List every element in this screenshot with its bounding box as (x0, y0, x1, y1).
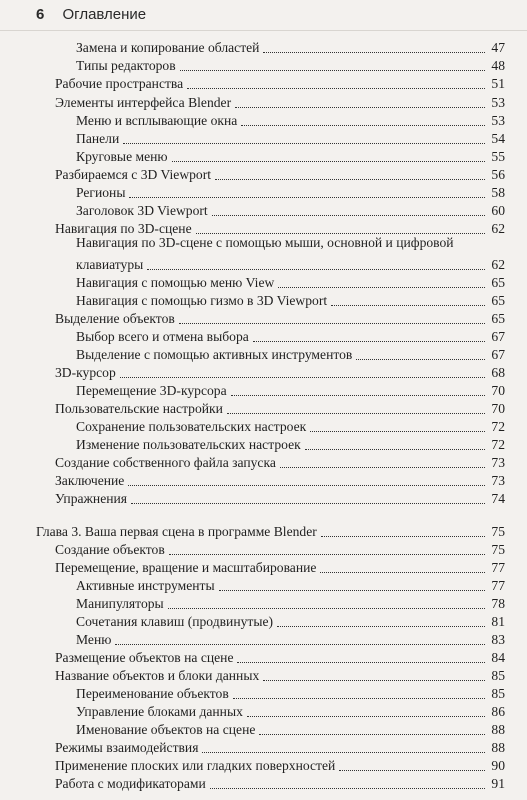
page-number: 6 (36, 6, 45, 23)
dot-leader (128, 485, 485, 486)
toc-entry-title: Заголовок 3D Viewport (76, 203, 208, 218)
toc-entry-page: 47 (491, 40, 505, 55)
toc-entry-page: 75 (491, 542, 505, 557)
toc-entry[interactable] (55, 74, 505, 92)
toc-entry-page: 54 (491, 131, 505, 146)
toc-entry-title: Панели (76, 131, 120, 146)
toc-entry-page: 65 (491, 275, 505, 290)
toc-entry-title: Выделение объектов (55, 311, 175, 326)
toc-entry[interactable] (55, 399, 505, 417)
dot-leader (235, 107, 485, 108)
dot-leader (321, 536, 485, 537)
toc-entry[interactable] (76, 630, 505, 648)
toc-entry[interactable] (76, 273, 505, 291)
dot-leader (215, 179, 485, 180)
toc-entry[interactable] (76, 684, 505, 702)
toc-entry[interactable] (55, 471, 505, 489)
toc-entry-title: Работа с модификаторами (55, 776, 206, 791)
toc-entry-page: 85 (491, 686, 505, 701)
dot-leader (320, 572, 485, 573)
toc-entry-title: Выделение с помощью активных инструментов (76, 347, 353, 362)
toc-entry[interactable] (55, 363, 505, 381)
toc-entry-title: Навигация по 3D-сцене (55, 221, 192, 236)
toc-entry-page: 88 (491, 740, 505, 755)
toc-entry-title: Изменение пользовательских настроек (76, 437, 301, 452)
dot-leader (227, 413, 485, 414)
toc-entry-page: 83 (491, 632, 505, 647)
toc-entry-page: 72 (491, 419, 505, 434)
toc-entry-title: Упражнения (55, 491, 128, 506)
dot-leader (263, 680, 485, 681)
toc-entry[interactable] (55, 738, 505, 756)
dot-leader (196, 233, 485, 234)
toc-entry[interactable] (55, 756, 505, 774)
toc-entry[interactable] (76, 417, 505, 435)
toc-entry-title: Меню и всплывающие окна (76, 113, 238, 128)
toc-entry[interactable] (55, 219, 505, 237)
toc-entry[interactable] (76, 381, 505, 399)
toc-entry-page: 48 (491, 58, 505, 73)
toc-entry-title: Рабочие пространства (55, 76, 184, 91)
dot-leader (169, 554, 485, 555)
toc-entry-page: 77 (491, 560, 505, 575)
dot-leader (277, 626, 485, 627)
dot-leader (259, 734, 485, 735)
dot-leader (339, 770, 485, 771)
toc-entry-title: Сохранение пользовательских настроек (76, 419, 307, 434)
toc-entry[interactable] (55, 666, 505, 684)
toc-entry[interactable] (76, 291, 505, 309)
page-title: Оглавление (62, 6, 147, 23)
dot-leader (212, 215, 485, 216)
toc-entry[interactable] (55, 540, 505, 558)
dot-leader (179, 323, 485, 324)
dot-leader (180, 70, 485, 71)
toc-entry-title: Название объектов и блоки данных (55, 668, 260, 683)
toc-entry-title: Размещение объектов на сцене (55, 650, 234, 665)
toc-entry[interactable] (76, 345, 505, 363)
dot-leader (253, 341, 485, 342)
toc-entry-page: 91 (491, 776, 505, 791)
toc-entry[interactable] (76, 129, 505, 147)
dot-leader (210, 788, 485, 789)
dot-leader (115, 644, 485, 645)
toc-entry[interactable] (76, 702, 505, 720)
toc-entry-title: Разбираемся с 3D Viewport (55, 167, 212, 182)
toc-entry-page: 73 (491, 455, 505, 470)
toc-entry-title: Режимы взаимодействия (55, 740, 199, 755)
dot-leader (123, 143, 485, 144)
toc-entry[interactable] (76, 720, 505, 738)
toc-entry-page: 74 (491, 491, 505, 506)
toc-entry-title: Глава 3. Ваша первая сцена в программе Blender (36, 524, 317, 539)
toc-entry[interactable] (76, 38, 505, 56)
toc-entry-title: Управление блоками данных (76, 704, 243, 719)
toc-entry[interactable] (76, 255, 505, 273)
toc-entry-title: Перемещение 3D-курсора (76, 383, 227, 398)
dot-leader (202, 752, 485, 753)
toc-entry-page: 88 (491, 722, 505, 737)
toc-entry-page: 70 (491, 401, 505, 416)
toc-entry-page: 51 (491, 76, 505, 91)
toc-entry[interactable] (76, 435, 505, 453)
toc-entry-page: 62 (491, 221, 505, 236)
dot-leader (280, 467, 485, 468)
toc-entry-title: Навигация с помощью гизмо в 3D Viewport (76, 293, 328, 308)
toc-entry-page: 73 (491, 473, 505, 488)
toc-entry[interactable] (76, 201, 505, 219)
toc-entry-page: 86 (491, 704, 505, 719)
toc-entry-title: Меню (76, 632, 112, 647)
toc-entry[interactable] (76, 612, 505, 630)
toc-entry-title: Манипуляторы (76, 596, 164, 611)
toc-entry-page: 90 (491, 758, 505, 773)
dot-leader (129, 197, 485, 198)
toc-entry-title: клавиатуры (76, 257, 144, 272)
toc-entry[interactable] (76, 147, 505, 165)
toc-entry-title: Именование объектов на сцене (76, 722, 256, 737)
toc-entry-page: 65 (491, 293, 505, 308)
toc-entry[interactable] (76, 183, 505, 201)
toc-entry[interactable] (76, 56, 505, 74)
toc-entry-page: 68 (491, 365, 505, 380)
toc-entry-page: 81 (491, 614, 505, 629)
toc-entry-page: 72 (491, 437, 505, 452)
toc-entry-title: Элементы интерфейса Blender (55, 95, 232, 110)
dot-leader (263, 52, 485, 53)
dot-leader (131, 503, 485, 504)
toc-entry-wrapped-line: Навигация по 3D-сцене с помощью мыши, основной и цифровой (76, 235, 454, 250)
toc-entry-title: Круговые меню (76, 149, 168, 164)
toc-entry-page: 78 (491, 596, 505, 611)
toc-entry-title: Применение плоских или гладких поверхностей (55, 758, 336, 773)
toc-entry-page: 53 (491, 95, 505, 110)
dot-leader (231, 395, 485, 396)
toc-entry-page: 67 (491, 329, 505, 344)
dot-leader (172, 161, 485, 162)
dot-leader (278, 287, 485, 288)
dot-leader (233, 698, 485, 699)
toc-entry-page: 53 (491, 113, 505, 128)
dot-leader (168, 608, 485, 609)
dot-leader (147, 269, 485, 270)
toc-entry-title: Сочетания клавиш (продвинутые) (76, 614, 274, 629)
toc-entry[interactable] (55, 489, 505, 507)
dot-leader (310, 431, 485, 432)
toc-entry-title: 3D-курсор (55, 365, 116, 380)
toc-entry-page: 77 (491, 578, 505, 593)
toc-entry-title: Активные инструменты (76, 578, 215, 593)
toc-entry[interactable] (76, 327, 505, 345)
toc-entry-title: Замена и копирование областей (76, 40, 260, 55)
toc-entry-page: 60 (491, 203, 505, 218)
toc-entry-page: 85 (491, 668, 505, 683)
dot-leader (247, 716, 485, 717)
toc-entry-title: Создание объектов (55, 542, 165, 557)
dot-leader (356, 359, 485, 360)
toc-entry-page: 70 (491, 383, 505, 398)
toc-entry[interactable] (55, 774, 505, 792)
toc-entry[interactable] (76, 594, 505, 612)
toc-entry-page: 75 (491, 524, 505, 539)
toc-entry-page: 67 (491, 347, 505, 362)
toc-entry[interactable] (55, 453, 505, 471)
toc-entry-title: Пользовательские настройки (55, 401, 223, 416)
toc-entry[interactable] (55, 93, 505, 111)
dot-leader (219, 590, 485, 591)
toc-entry-title: Создание собственного файла запуска (55, 455, 276, 470)
toc-entry-page: 84 (491, 650, 505, 665)
toc-entry[interactable] (55, 648, 505, 666)
dot-leader (237, 662, 485, 663)
toc-entry[interactable] (55, 558, 505, 576)
toc-chapter-entry[interactable] (36, 522, 505, 540)
toc-entry[interactable] (76, 576, 505, 594)
dot-leader (187, 88, 485, 89)
toc-entry-page: 58 (491, 185, 505, 200)
toc-entry[interactable] (55, 165, 505, 183)
toc-entry-page: 62 (491, 257, 505, 272)
dot-leader (241, 125, 485, 126)
toc-entry-title: Регионы (76, 185, 126, 200)
dot-leader (331, 305, 485, 306)
toc-entry-page: 56 (491, 167, 505, 182)
toc-entry[interactable] (76, 111, 505, 129)
toc-entry-page: 55 (491, 149, 505, 164)
toc-entry-title: Заключение (55, 473, 125, 488)
toc-entry-title: Типы редакторов (76, 58, 176, 73)
toc-entry-title: Выбор всего и отмена выбора (76, 329, 249, 344)
dot-leader (305, 449, 485, 450)
dot-leader (120, 377, 485, 378)
toc-entry-title: Переименование объектов (76, 686, 229, 701)
toc-entry-page: 65 (491, 311, 505, 326)
toc-entry-title: Навигация с помощью меню View (76, 275, 275, 290)
toc-entry[interactable] (55, 309, 505, 327)
toc-entry-title: Перемещение, вращение и масштабирование (55, 560, 317, 575)
